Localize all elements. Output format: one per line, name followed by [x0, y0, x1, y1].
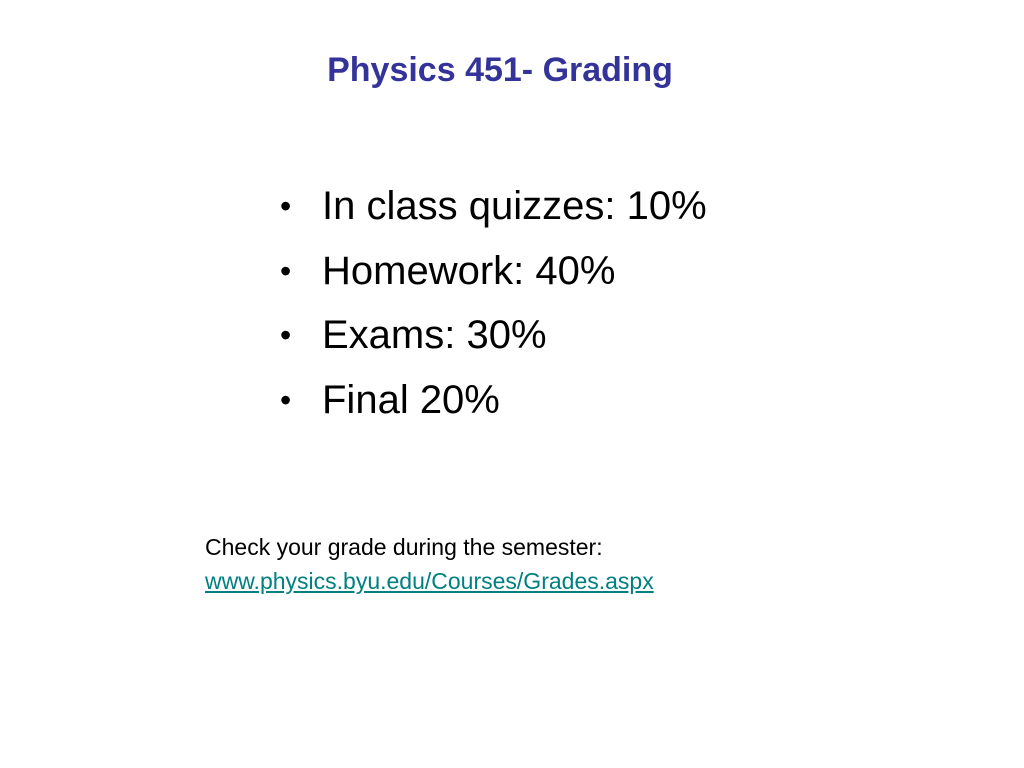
bullet-icon: • [280, 317, 292, 353]
slide-title: Physics 451- Grading [327, 51, 673, 89]
grade-note-text: Check your grade during the semester: [205, 534, 603, 560]
grade-note [205, 530, 654, 598]
grades-link[interactable]: www.physics.byu.edu/Courses/Grades.aspx [205, 568, 654, 594]
bullet-icon: • [280, 381, 292, 418]
bullet-icon: • [280, 252, 292, 289]
list-item-text: In class quizzes: 10% [322, 184, 707, 228]
bullet-icon: • [280, 188, 292, 224]
list-item-text: Exams: 30% [322, 313, 547, 357]
list-item-text: Final 20% [322, 377, 500, 422]
list-item-text: Homework: 40% [322, 248, 616, 293]
